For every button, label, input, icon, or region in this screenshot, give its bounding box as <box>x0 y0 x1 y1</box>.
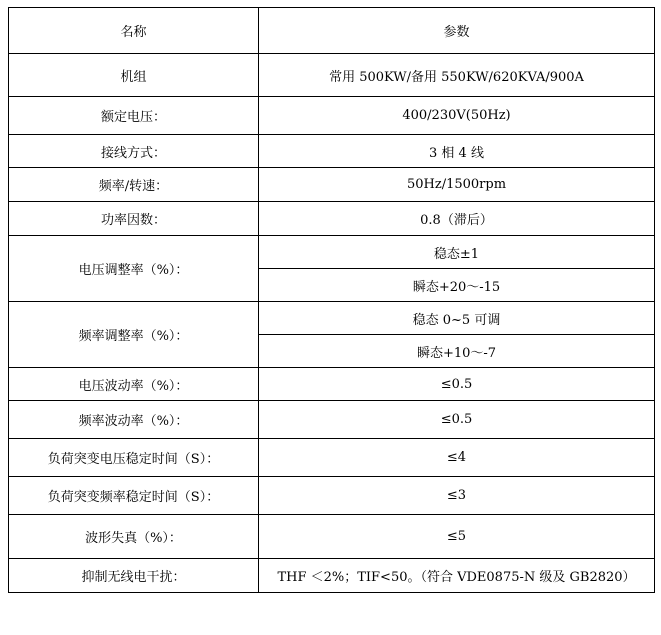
table-row <box>9 202 655 236</box>
row-name-cell: 负荷突变频率稳定时间（S）： <box>9 477 259 515</box>
row-value-cell: 400/230V(50Hz) <box>259 97 655 135</box>
table-row <box>9 439 655 477</box>
table-row <box>9 368 655 401</box>
row-name-cell: 频率调整率（%）： <box>9 302 259 368</box>
row-name-cell: 负荷突变电压稳定时间（S）： <box>9 439 259 477</box>
row-value-cell: ≤5 <box>259 515 655 559</box>
row-value-cell: ≤0.5 <box>259 368 655 401</box>
row-name-cell: 功率因数： <box>9 202 259 236</box>
table-row <box>9 515 655 559</box>
row-name-cell: 抑制无线电干扰： <box>9 559 259 593</box>
spec-table <box>8 7 655 593</box>
row-value-cell: ≤4 <box>259 439 655 477</box>
row-value-cell: 瞬态+20～-15 <box>259 269 655 302</box>
row-name-cell: 频率波动率（%）： <box>9 401 259 439</box>
row-name-cell: 频率/转速： <box>9 168 259 202</box>
row-name-cell: 机组 <box>9 54 259 97</box>
row-value-cell: 瞬态+10～-7 <box>259 335 655 368</box>
row-value-cell: ≤3 <box>259 477 655 515</box>
row-value-cell: 稳态±1 <box>259 236 655 269</box>
row-value-cell: THF ＜2%；TIF<50。（符合 VDE0875-N 级及 GB2820） <box>259 559 655 593</box>
header-value-cell: 参数 <box>259 8 655 54</box>
row-name-cell: 波形失真（%）： <box>9 515 259 559</box>
table-row <box>9 477 655 515</box>
table-row <box>9 236 655 269</box>
row-name-cell: 电压调整率（%）： <box>9 236 259 302</box>
row-value-cell: 常用 500KW/备用 550KW/620KVA/900A <box>259 54 655 97</box>
row-name-cell: 电压波动率（%）： <box>9 368 259 401</box>
row-value-cell: 0.8（滞后） <box>259 202 655 236</box>
table-row <box>9 401 655 439</box>
table-row <box>9 135 655 168</box>
table-row <box>9 168 655 202</box>
header-name-cell: 名称 <box>9 8 259 54</box>
row-value-cell: ≤0.5 <box>259 401 655 439</box>
row-name-cell: 接线方式： <box>9 135 259 168</box>
row-value-cell: 50Hz/1500rpm <box>259 168 655 202</box>
row-value-cell: 稳态 0~5 可调 <box>259 302 655 335</box>
row-value-cell: 3 相 4 线 <box>259 135 655 168</box>
row-name-cell: 额定电压： <box>9 97 259 135</box>
table-row <box>9 54 655 97</box>
table-header-row <box>9 8 655 54</box>
table-row <box>9 559 655 593</box>
table-row <box>9 97 655 135</box>
table-row <box>9 302 655 335</box>
